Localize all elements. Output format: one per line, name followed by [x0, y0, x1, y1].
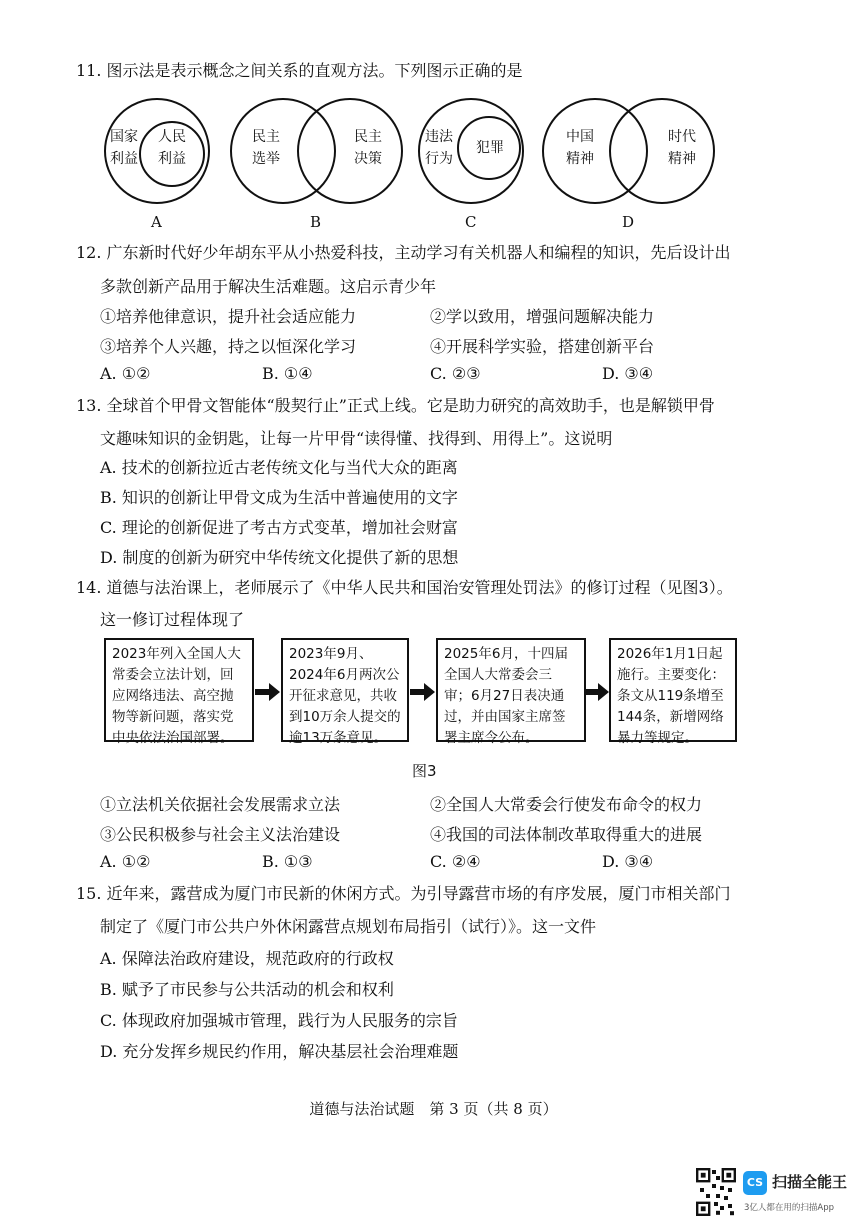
- diagram-a-outer-2: 利益: [110, 151, 138, 167]
- diagram-d-letter: D: [622, 213, 635, 231]
- camscanner-logo-icon: CS: [743, 1171, 767, 1195]
- q15-option-c: C. 体现政府加强城市管理，践行为人民服务的宗旨: [100, 1011, 458, 1030]
- diagram-d-left-1: 中国: [566, 129, 594, 145]
- qr-code-icon: [696, 1168, 736, 1216]
- q15-stem-line2: 制定了《厦门市公共户外休闲露营点规划布局指引（试行）》。这一文件: [100, 917, 597, 936]
- q12-option-1: ①培养他律意识，提升社会适应能力: [100, 307, 357, 326]
- diagram-c: [416, 96, 526, 206]
- scanner-brand-title: 扫描全能王: [772, 1173, 848, 1191]
- q14-choice-a: A. ①②: [100, 852, 151, 871]
- q14-option-3: ③公民积极参与社会主义法治建设: [100, 825, 341, 844]
- flow-box-1: 2023年列入全国人大常委会立法计划，回应网络违法、高空抛物等新问题，落实党中央依法治国部署。: [104, 638, 254, 742]
- q14-option-1: ①立法机关依据社会发展需求立法: [100, 795, 341, 814]
- q12-stem-line2: 多款创新产品用于解决生活难题。这启示青少年: [100, 277, 437, 296]
- q14-choice-c: C. ②④: [430, 852, 481, 871]
- diagram-c-inner-1: 犯罪: [476, 140, 504, 156]
- q15-option-d: D. 充分发挥乡规民约作用，解决基层社会治理难题: [100, 1042, 459, 1061]
- q14-stem-line2: 这一修订过程体现了: [100, 610, 245, 629]
- flow-box-4: 2026年1月1日起施行。主要变化：条文从119条增至144条，新增网络暴力等规定。: [609, 638, 737, 742]
- diagram-a-outer-1: 国家: [110, 129, 138, 145]
- flow-box-2: 2023年9月、2024年6月两次公开征求意见，共收到10万余人提交的逾13万条意见。: [281, 638, 409, 742]
- q13-stem-line2: 文趣味知识的金钥匙，让每一片甲骨“读得懂、找得到、用得上”。这说明: [100, 429, 613, 448]
- q12-choice-a: A. ①②: [100, 364, 151, 383]
- diagram-a-inner-2: 利益: [158, 151, 186, 167]
- flow-arrow-3: [584, 682, 610, 702]
- q14-choice-d: D. ③④: [602, 852, 654, 871]
- diagram-d-right-2: 精神: [668, 151, 696, 167]
- diagram-b: [228, 96, 408, 206]
- diagram-d-left-2: 精神: [566, 151, 594, 167]
- q13-option-d: D. 制度的创新为研究中华传统文化提供了新的思想: [100, 548, 459, 567]
- q12-option-4: ④开展科学实验，搭建创新平台: [430, 337, 655, 356]
- scanner-brand-subtitle: 3亿人都在用的扫描App: [744, 1203, 835, 1213]
- diagram-b-left-1: 民主: [252, 129, 280, 145]
- q14-option-2: ②全国人大常委会行使发布命令的权力: [430, 795, 703, 814]
- diagram-b-left-2: 选举: [252, 151, 280, 167]
- diagram-c-outer-2: 行为: [425, 151, 453, 167]
- q15-option-a: A. 保障法治政府建设，规范政府的行政权: [100, 949, 394, 968]
- diagram-a-inner-1: 人民: [158, 129, 186, 145]
- diagram-b-right-1: 民主: [354, 129, 382, 145]
- diagram-a-letter: A: [151, 213, 162, 231]
- q12-stem-line1: 12. 广东新时代好少年胡东平从小热爱科技，主动学习有关机器人和编程的知识，先后设计出: [76, 243, 731, 262]
- q14-choice-b: B. ①③: [262, 852, 313, 871]
- q14-option-4: ④我国的司法体制改革取得重大的进展: [430, 825, 703, 844]
- q11-stem: 11. 图示法是表示概念之间关系的直观方法。下列图示正确的是: [76, 61, 523, 80]
- figure-caption: 图3: [412, 762, 437, 780]
- q12-choice-b: B. ①④: [262, 364, 313, 383]
- diagram-c-letter: C: [465, 213, 477, 231]
- q12-option-2: ②学以致用，增强问题解决能力: [430, 307, 655, 326]
- flow-box-3: 2025年6月，十四届全国人大常委会三审；6月27日表决通过，并由国家主席签署主席令公布。: [436, 638, 586, 742]
- q12-option-3: ③培养个人兴趣，持之以恒深化学习: [100, 337, 357, 356]
- diagram-a: [102, 96, 212, 206]
- q15-stem-line1: 15. 近年来，露营成为厦门市民新的休闲方式。为引导露营市场的有序发展，厦门市相关部门: [76, 884, 731, 903]
- diagram-d-right-1: 时代: [668, 129, 696, 145]
- q15-option-b: B. 赋予了市民参与公共活动的机会和权利: [100, 980, 394, 999]
- diagram-b-right-2: 决策: [354, 151, 382, 167]
- q14-stem-line1: 14. 道德与法治课上，老师展示了《中华人民共和国治安管理处罚法》的修订过程（见图3）。: [76, 578, 733, 597]
- q13-stem-line1: 13. 全球首个甲骨文智能体“殷契行止”正式上线。它是助力研究的高效助手，也是解锁甲骨: [76, 396, 715, 415]
- diagram-c-outer-1: 违法: [425, 129, 453, 145]
- flow-arrow-1: [255, 682, 281, 702]
- q13-option-a: A. 技术的创新拉近古老传统文化与当代大众的距离: [100, 458, 458, 477]
- q12-choice-d: D. ③④: [602, 364, 654, 383]
- q13-option-c: C. 理论的创新促进了考古方式变革，增加社会财富: [100, 518, 458, 537]
- flow-arrow-2: [410, 682, 436, 702]
- page-footer: 道德与法治试题 第 3 页（共 8 页）: [309, 1100, 558, 1118]
- q13-option-b: B. 知识的创新让甲骨文成为生活中普遍使用的文字: [100, 488, 458, 507]
- diagram-b-letter: B: [310, 213, 322, 231]
- q12-choice-c: C. ②③: [430, 364, 481, 383]
- diagram-d: [540, 96, 720, 206]
